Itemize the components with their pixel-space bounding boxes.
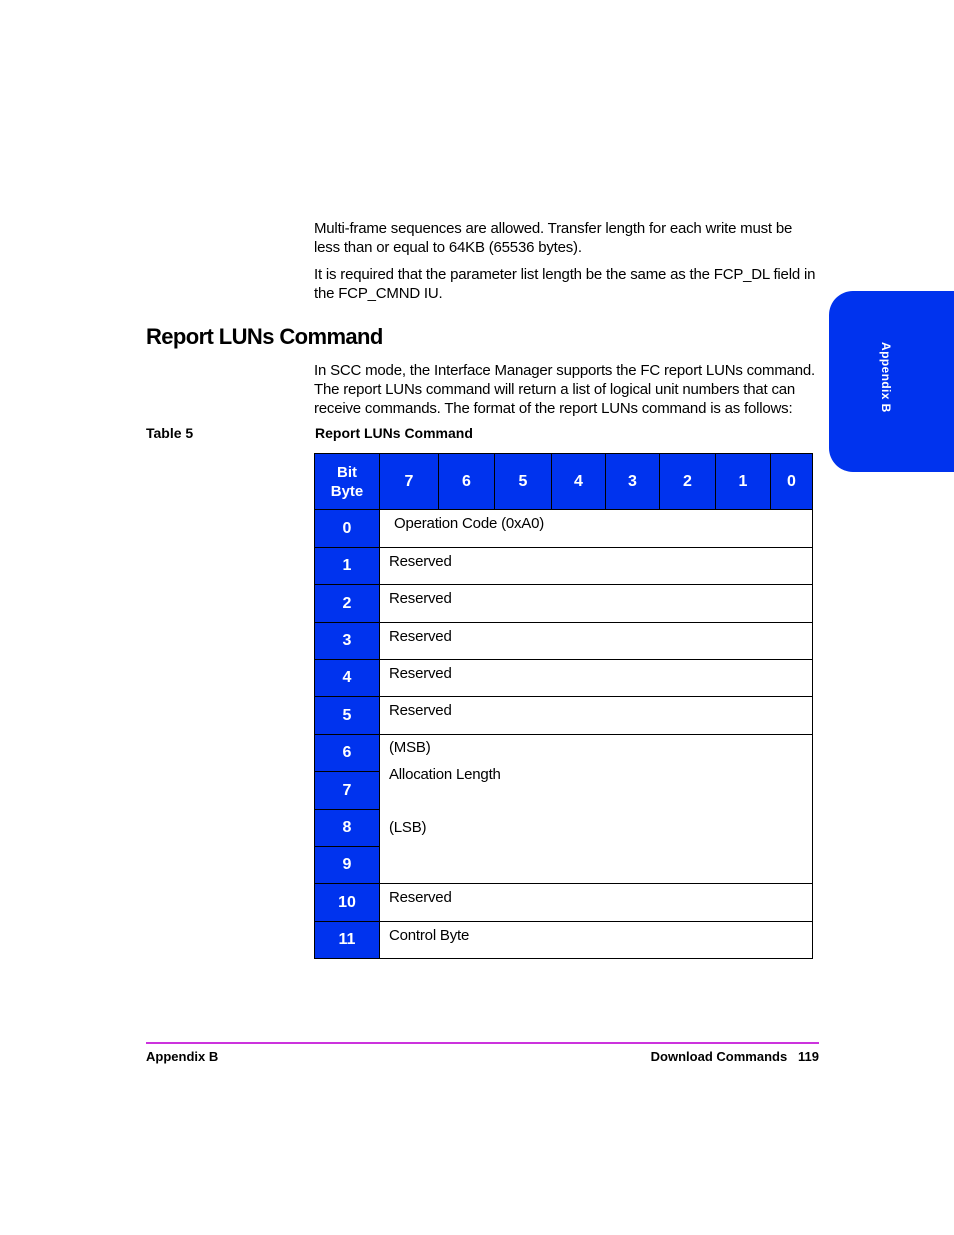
byte-label-6: 6 [315,735,380,772]
cell-byte-4-reserved: Reserved [380,660,812,697]
alloc-lsb-label: (LSB) [389,819,427,836]
byte-label-5: 5 [315,697,380,735]
corner-byte-label: Byte [330,482,364,500]
byte-label-10: 10 [315,884,380,922]
paragraph-report-luns-intro: In SCC mode, the Interface Manager supports the FC report LUNs command. The report LUNs command will return a list of logical unit numbers that can receive commands. The format of the report LUNs command is as follows: [314,362,816,417]
bit-header-1: 1 [716,454,771,510]
byte-label-2: 2 [315,585,380,623]
report-luns-table [314,453,813,959]
table-title: Report LUNs Command [315,425,473,441]
bit-header-6: 6 [439,454,495,510]
bit-header-2: 2 [660,454,716,510]
byte-label-11: 11 [315,922,380,958]
byte-label-8: 8 [315,810,380,847]
bit-header-7: 7 [380,454,439,510]
table-corner-header [315,454,380,510]
bit-header-5: 5 [495,454,552,510]
paragraph-parameter-list: It is required that the parameter list length be the same as the FCP_DL field in the FCP_CMND IU. [314,266,816,302]
footer-appendix-label: Appendix B [146,1049,219,1064]
corner-bit-label: Bit [336,463,357,481]
appendix-side-tab-label: Appendix B [879,342,893,413]
alloc-length-label: Allocation Length [389,766,501,783]
byte-label-3: 3 [315,623,380,660]
bit-header-0: 0 [771,454,812,510]
bit-header-4: 4 [552,454,606,510]
bit-header-3: 3 [606,454,660,510]
cell-byte-5-reserved: Reserved [380,697,812,735]
byte-label-1: 1 [315,548,380,585]
byte-label-9: 9 [315,847,380,884]
cell-byte-3-reserved: Reserved [380,623,812,660]
table-number: Table 5 [146,425,194,441]
cell-control-byte: Control Byte [389,927,470,944]
paragraph-transfer-length: Multi-frame sequences are allowed. Transfer length for each write must be less than or equal to 64KB (65536 bytes). [314,220,793,256]
cell-byte-10-reserved: Reserved [380,884,812,922]
section-heading: Report LUNs Command [146,324,383,349]
cell-byte-2-reserved: Reserved [380,585,812,623]
byte-label-4: 4 [315,660,380,697]
footer-rule [146,1042,819,1044]
cell-operation-code: Operation Code (0xA0) [380,510,812,548]
byte-label-7: 7 [315,772,380,810]
cell-allocation-length [380,735,812,884]
footer-page-label: Download Commands 119 [650,1049,819,1064]
cell-byte-1-reserved: Reserved [380,548,812,585]
alloc-msb-label: (MSB) [389,739,431,756]
byte-label-0: 0 [315,510,380,548]
